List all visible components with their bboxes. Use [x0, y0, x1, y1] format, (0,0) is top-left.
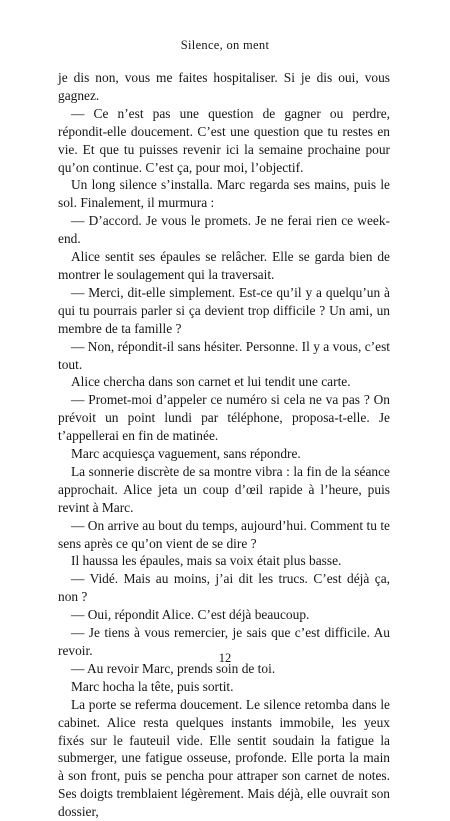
body-paragraph: — Ce n’est pas une question de gagner ou perdre, répondit-elle doucement. C’est une question que tu restes en vie. Et que tu puisses revenir ici la semaine prochaine pour qu’on continue. C’est ça, pour moi, l’objectif. — [58, 105, 390, 175]
body-paragraph: Alice sentit ses épaules se relâcher. Elle se garda bien de montrer le soulagement qui la traversait. — [58, 249, 390, 282]
body-paragraph: — Vidé. Mais au moins, j’ai dit les trucs. C’est déjà ça, non ? — [58, 571, 390, 605]
body-paragraph: — Je tiens à vous remercier, je sais que c’est difficile. Au revoir. — [58, 625, 390, 658]
body-paragraph: Un long silence s’installa. Marc regarda ses mains, puis le sol. Finalement, il murmura : — [58, 177, 390, 211]
running-head: Silence, on ment — [180, 38, 270, 52]
body-paragraph: — Non, répondit-il sans hésiter. Personne. Il y a vous, c’est tout. — [58, 338, 390, 372]
body-paragraph: Marc acquiesça vaguement, sans répondre. — [71, 446, 301, 462]
page-number: 12 — [218, 651, 232, 665]
body-paragraph: Marc hocha la tête, puis sortit. — [71, 678, 234, 694]
body-paragraph: — On arrive au bout du temps, aujourd’hui. Comment tu te sens après ce qu’on vient de se dire ? — [58, 517, 390, 551]
body-paragraph: — Au revoir Marc, prends soin de toi. — [71, 660, 276, 676]
body-paragraph: Alice chercha dans son carnet et lui tendit une carte. — [71, 374, 351, 390]
body-paragraph: La porte se referma doucement. Le silence retomba dans le cabinet. Alice resta quelques instants immobile, les yeux fixés sur le fauteuil vide. Elle sentit soudain la fatigue la submerger, une fatigue osseuse, profonde. Elle porta la main à son front, puis se pencha pour attraper son carnet de notes. Ses doigts tremblaient légèrement. Mais déjà, elle ouvrait son dossier, — [58, 696, 390, 820]
body-paragraph: je dis non, vous me faites hospitaliser. Si je dis oui, vous gagnez. — [58, 70, 390, 103]
body-paragraph: — Promet-moi d’appeler ce numéro si cela ne va pas ? On prévoit un point lundi par téléphone, proposa-t-elle. Je t’appellerai en fin de matinée. — [58, 392, 390, 444]
body-paragraph: La sonnerie discrète de sa montre vibra : la fin de la séance approchait. Alice jeta un coup d’œil rapide à l’heure, puis revint à Marc. — [58, 463, 390, 515]
body-paragraph: Il haussa les épaules, mais sa voix était plus basse. — [71, 553, 342, 569]
body-paragraph: — Oui, répondit Alice. C’est déjà beaucoup. — [71, 607, 310, 623]
body-paragraph: — D’accord. Je vous le promets. Je ne ferai rien ce week-end. — [58, 213, 390, 247]
page-body — [58, 69, 390, 821]
body-paragraph: — Merci, dit-elle simplement. Est-ce qu’il y a quelqu’un à qui tu pourrais parler si ça devient trop difficile ? Un ami, un membre de ta famille ? — [58, 284, 390, 336]
